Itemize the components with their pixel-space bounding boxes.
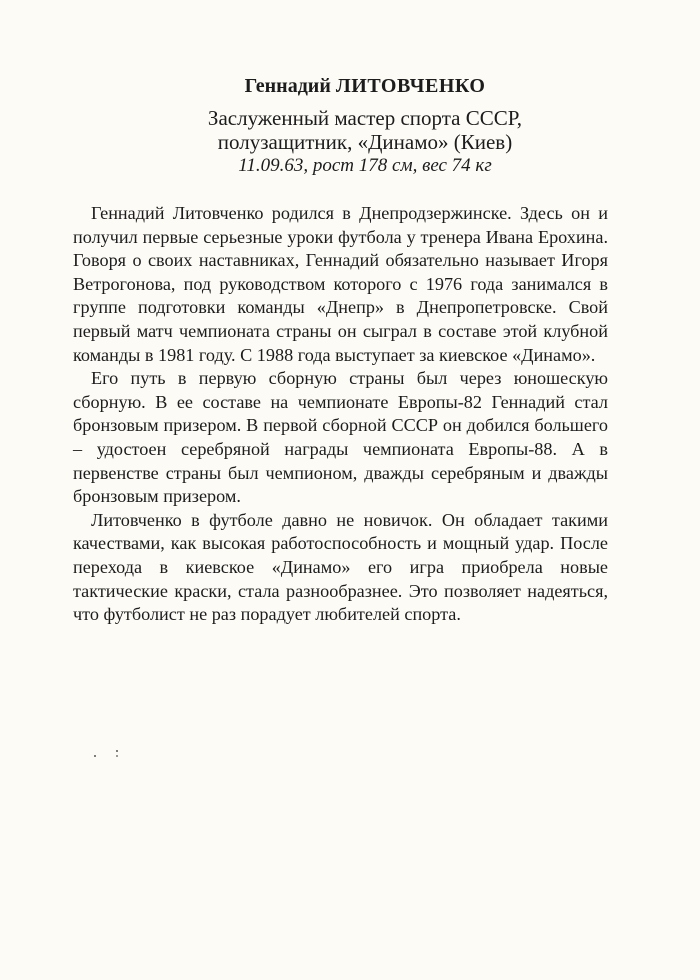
player-vitals: 11.09.63, рост 178 см, вес 74 кг bbox=[238, 155, 492, 176]
player-name bbox=[30, 74, 700, 98]
paper-specks bbox=[93, 748, 133, 765]
header bbox=[0, 74, 700, 178]
player-title: Заслуженный мастер спорта СССР, bbox=[207, 106, 523, 130]
paragraph: Геннадий Литовченко родился в Днепродзержинске. Здесь он и получил первые серьезные уроки футбола у тренера Ивана Ерохина. Говоря о своих наставниках, Геннадий обязательно называет Игоря Ветрогонова, под руководством которого с 1976 года занимался в группе подготовки команды «Днепр» в Днепропетровске. Свой первый матч чемпионата страны он сыграл в составе этой клубной команды в 1981 году. С 1988 года выступает за киевское «Динамо». bbox=[73, 203, 608, 365]
speck-marks bbox=[93, 748, 133, 762]
paragraph: Его путь в первую сборную страны был через юношескую сборную. В ее составе на чемпионате Европы-82 Геннадий стал бронзовым призером. В первой сборной СССР он добился большего – удостоен серебряной награды чемпионата Европы-88. А в первенстве страны был чемпионом, дважды серебряным и дважды бронзовым призером. bbox=[73, 368, 608, 507]
paragraph: Литовченко в футболе давно не новичок. Он обладает такими качествами, как высокая работоспособность и мощный удар. После перехода в киевское «Динамо» его игра приобрела новые тактические краски, стала разнообразнее. Это позволяет надеяться, что футболист не раз порадует любителей спорта. bbox=[73, 509, 608, 625]
player-position-club: полузащитник, «Динамо» (Киев) bbox=[217, 130, 513, 154]
player-last-name: ЛИТОВЧЕНКО bbox=[335, 75, 486, 97]
player-first-name: Геннадий bbox=[244, 75, 331, 97]
biography-text bbox=[73, 202, 608, 627]
